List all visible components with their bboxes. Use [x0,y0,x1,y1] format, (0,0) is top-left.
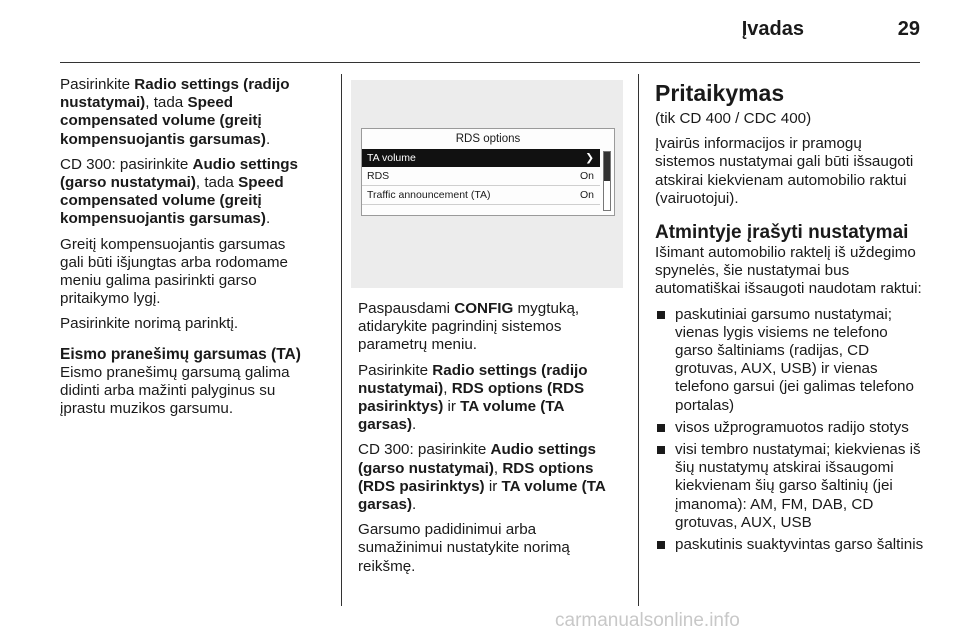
bullet-icon [657,541,665,549]
bullet-icon [657,311,665,319]
page-number: 29 [897,18,920,40]
menu-item-ta-volume[interactable] [362,149,600,167]
paragraph: Pasirinkite Radio settings (radijo nustatymai), tada Speed compensated volume (greitį kompensuojantis garsumas). [60,76,290,148]
paragraph: Paspausdami CONFIG mygtuką, atidarykite pagrindinį sistemos parametrų meniu. [358,300,580,354]
menu-item-traffic-announcement[interactable] [362,186,600,205]
paragraph: Eismo pranešimų garsumą galima didinti arba mažinti palyginus su įprastu muzikos garsumu. [60,363,290,418]
paragraph: CD 300: pasirinkite Audio settings (garso nustatymai), RDS options (RDS pasirinktys) ir TA volume (TA garsas). [358,441,606,514]
column-left [60,76,308,425]
scrollbar-thumb[interactable] [604,152,610,181]
page-header [60,0,920,63]
list-item: paskutiniai garsumo nustatymai; vienas lygis visiems ne telefono garso šaltiniams (radijas, CD grotuvas, AUX, USB) ir vienas telefono garsui (jei galimas telefono portalas) [655,306,925,415]
menu-title: RDS options [455,133,521,145]
bullet-icon [657,446,665,454]
section-heading: Pritaikymas [655,80,785,106]
section-title: Įvadas [741,18,804,40]
scrollbar[interactable] [603,151,611,211]
paragraph: Išimant automobilio raktelį iš uždegimo spynelės, šie nustatymai bus automatiškai išsaugoti naudotam raktui: [655,244,922,298]
display-screenshot [351,80,623,288]
column-divider-2 [638,74,639,606]
subheading: Eismo pranešimų garsumas (TA) [60,345,301,363]
paragraph: CD 300: pasirinkite Audio settings (garso nustatymai), tada Speed compensated volume (greitį kompensuojantis garsumas). [60,155,298,228]
list-item: paskutinis suaktyvintas garso šaltinis [655,536,925,554]
paragraph: Pasirinkite norimą parinktį. [60,315,239,333]
paragraph: Pasirinkite Radio settings (radijo nustatymai), RDS options (RDS pasirinktys) ir TA volume (TA garsas). [358,361,588,434]
column-right [655,80,925,558]
column-divider-1 [341,74,342,606]
list-item: visi tembro nustatymai; kiekvienas iš šių nustatymų atskirai išsaugomi kiekvienam šių garso šaltinių (jei įmanoma): AM, FM, DAB, CD grotuvas, AUX, USB [655,441,925,532]
menu-item-label: RDS [367,170,390,182]
subheading: Atmintyje įrašyti nustatymai [655,222,909,244]
menu-item-label: Traffic announcement (TA) [367,189,491,201]
menu-item-label: TA volume [367,152,416,164]
column-middle [358,300,620,583]
menu-item-value: On [579,170,594,182]
bullet-icon [657,424,665,432]
paragraph: Greitį kompensuojantis garsumas gali būti išjungtas arba rodomame meniu galima pasirinkti garso pritaikymo lygį. [60,235,288,308]
rds-options-menu [361,128,615,216]
watermark: carmanualsonline.info [555,610,740,631]
bullet-list [655,306,925,555]
menu-item-rds[interactable] [362,167,600,186]
menu-item-value: On [579,189,594,201]
chevron-right-icon: ❯ [585,152,594,164]
paragraph: Garsumo padidinimui arba sumažinimui nustatykite norimą reikšmę. [358,521,570,575]
list-item: visos užprogramuotos radijo stotys [655,419,925,437]
paragraph: Įvairūs informacijos ir pramogų sistemos nustatymai gali būti išsaugoti atskirai kiekvienam automobilio raktui (vairuotojui). [655,135,914,207]
subtitle: (tik CD 400 / CDC 400) [655,110,812,127]
